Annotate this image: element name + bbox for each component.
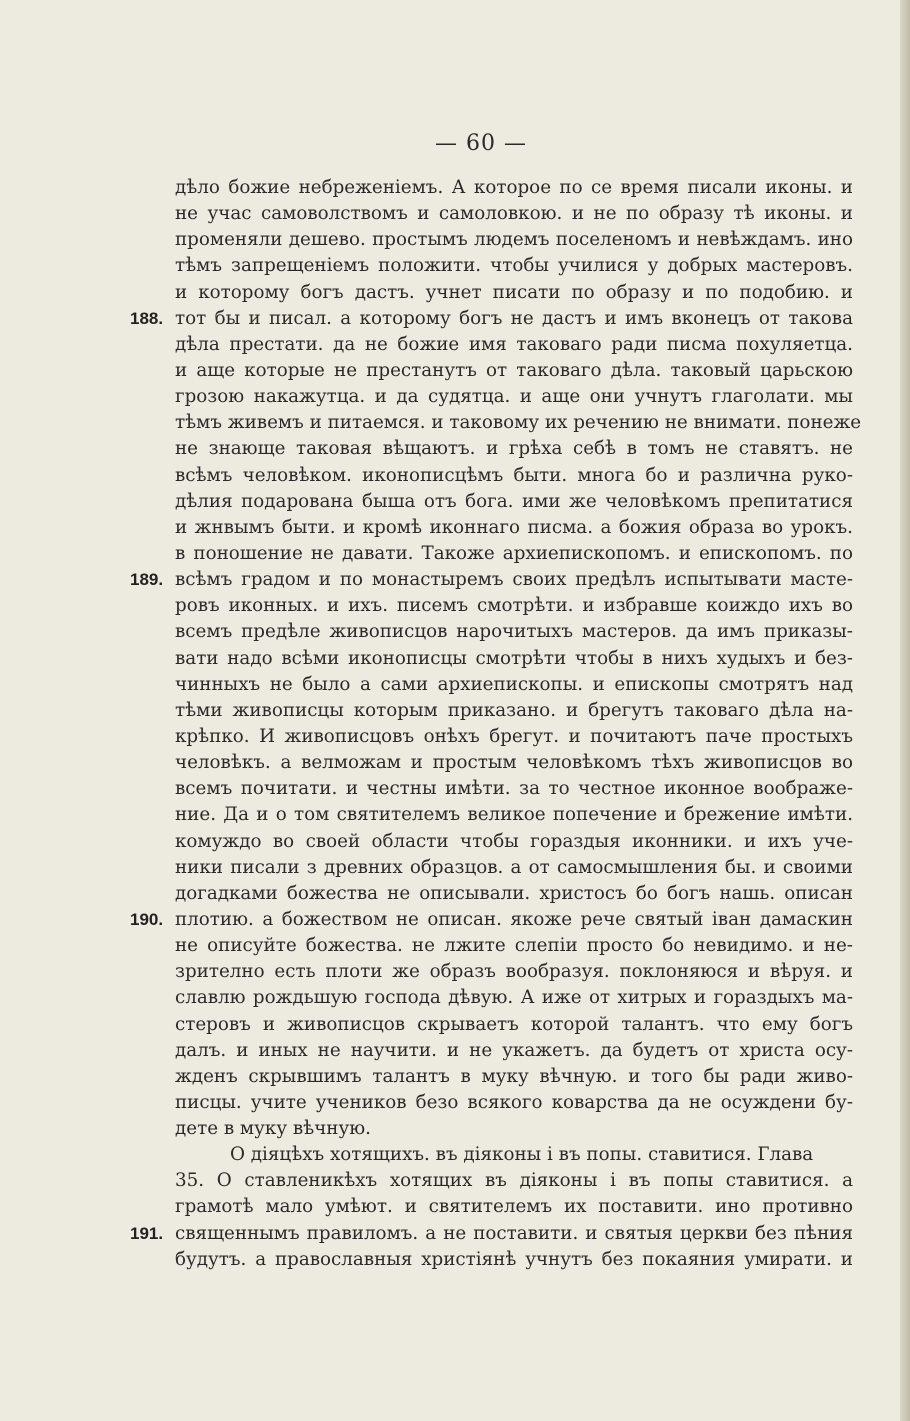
body-text — [130, 175, 862, 1273]
text-line — [175, 384, 853, 410]
line-text: жденъ скрывшимъ талантъ в муку вѣчную. и того бы ради живо- — [175, 1065, 853, 1087]
text-line — [175, 436, 853, 462]
text-line — [175, 1247, 853, 1273]
text-line — [175, 855, 853, 881]
text-line — [175, 358, 853, 384]
paragraph-number: 189. — [130, 570, 164, 590]
text-line — [175, 933, 853, 959]
line-text: всемъ предѣле живописцов нарочитыхъ мастеров. да имъ приказы- — [175, 621, 853, 643]
text-line — [175, 253, 853, 279]
line-text: человѣкъ. а велможам и простым человѣкомъ тѣхъ живописцов во — [175, 752, 853, 774]
line-text: в поношение не давати. Такоже архиепископомъ. и епископомъ. по — [175, 542, 853, 564]
text-line — [175, 1012, 853, 1038]
line-text: всѣмъ человѣком. иконописцѣмъ быти. многа бо и различна руко- — [175, 464, 853, 486]
line-text: и аще которые не престанутъ от таковаго дѣла. таковый царьскою — [175, 359, 853, 381]
line-text: дѣло божие небреженіемъ. А которое по се время писали иконы. и — [175, 177, 853, 198]
line-text: тѣмъ живемъ и питаемся. и таковому их речению не внимати. понеже — [175, 412, 862, 434]
text-line — [175, 1038, 853, 1064]
paragraph-number: 191. — [130, 1223, 164, 1243]
line-text: ровъ иконных. и ихъ. писемъ смотрѣти. и избравше коиждо ихъ во — [175, 595, 853, 617]
text-line — [175, 541, 853, 567]
text-line — [175, 1090, 853, 1116]
line-text: плотию. а божеством не описан. якоже рече святый іван дамаскин — [175, 908, 853, 930]
line-text: чинныхъ не было а сами архиепископы. и епископы смотрятъ над — [175, 673, 853, 695]
text-line — [130, 1221, 853, 1247]
line-text: и жнвымъ быти. и кромѣ иконнаго писма. а божия образа во урокъ. — [175, 516, 853, 538]
line-text: писцы. учите учеников безо всякого коварства да не осуждени бу- — [175, 1091, 853, 1113]
text-line — [175, 672, 853, 698]
line-text: вати надо всѣми иконописцы смотрѣти чтобы в нихъ худыхъ и без- — [175, 647, 853, 669]
line-text: не учас самоволствомъ и самоловкою. и не по образу тѣ иконы. и — [175, 203, 853, 225]
text-line — [175, 227, 853, 253]
line-text: ники писали з древних образцов. а от самосмышления бы. и своими — [175, 856, 853, 878]
text-line — [175, 593, 853, 619]
page-edge — [900, 0, 910, 1421]
line-text: будутъ. а православныя христіянѣ учнутъ без покаяния умирати. и — [175, 1248, 853, 1270]
line-text: и которому богъ дастъ. учнет писати по образу и по подобию. и — [175, 281, 853, 303]
line-text: дете в муку вѣчную. — [175, 1118, 371, 1140]
text-line — [175, 1142, 853, 1168]
text-line — [175, 881, 853, 907]
paragraph-number: 188. — [130, 308, 164, 328]
text-line — [175, 646, 853, 672]
line-text: променяли дешево. простымъ людемъ поселеномъ и невѣждамъ. ино — [175, 229, 853, 251]
text-line — [175, 829, 853, 855]
text-line — [130, 567, 853, 593]
line-text: тѣмъ запрещеніемъ положити. чтобы училися у добрых мастеровъ. — [175, 255, 853, 277]
text-line — [175, 1116, 853, 1142]
line-text: крѣпко. И живописцовъ онѣхъ брегут. и почитаютъ паче простыхъ — [175, 725, 853, 747]
text-line — [175, 802, 853, 828]
line-text: далъ. и иных не научити. и не укажетъ. да будетъ от христа осу- — [175, 1039, 853, 1061]
line-text: догадками божества не описывали. христосъ бо богъ нашь. описан — [175, 882, 853, 904]
paragraph-number: 190. — [130, 909, 164, 929]
text-line — [175, 489, 853, 515]
line-text: священнымъ правиломъ. а не поставити. и святыя церкви без пѣния — [175, 1222, 853, 1244]
text-line — [175, 776, 853, 802]
text-line — [130, 306, 853, 332]
line-text: зрително есть плоти же образъ вообразуя. поклоняюся и вѣруя. и — [175, 961, 853, 983]
line-text: тѣми живописцы которым приказано. и брегутъ таковаго дѣла на- — [175, 699, 853, 721]
line-text: всѣмъ градом и по монастыремъ своих предѣлъ испытывати масте- — [175, 569, 853, 591]
line-text: всемъ почитати. и честны имѣти. за то честное иконное воображе- — [175, 778, 853, 800]
line-text: ние. Да и о том святителемъ великое попечение и брежение имѣти. — [175, 804, 853, 826]
text-line — [175, 698, 853, 724]
text-line — [175, 463, 853, 489]
text-line — [175, 619, 853, 645]
line-text: дѣла престати. да не божие имя таковаго ради писма похуляетца. — [175, 333, 853, 355]
line-text: славлю рождьшую господа дѣвую. А иже от хитрых и гораздыхъ ма- — [175, 987, 853, 1009]
text-line — [130, 907, 853, 933]
text-line — [175, 175, 853, 201]
line-text: не описуйте божества. не лжите слепіи просто бо невидимо. и не- — [175, 935, 853, 957]
line-text: дѣлия подарована быша отъ бога. ими же человѣкомъ препитатися — [175, 490, 853, 512]
text-line — [175, 515, 853, 541]
page-number: — 60 — — [435, 131, 527, 156]
text-line — [175, 1064, 853, 1090]
text-line — [175, 1168, 853, 1194]
text-line — [175, 332, 853, 358]
text-line — [175, 280, 853, 306]
line-text: О діяцѣхъ хотящихъ. въ діяконы і въ попы. ставитися. Глава — [230, 1144, 814, 1166]
text-line — [175, 724, 853, 750]
text-line — [175, 959, 853, 985]
line-text: грамотѣ мало умѣют. и святителемъ их поставити. ино противно — [175, 1196, 853, 1218]
line-text: комуждо во своей области чтобы гораздыя иконники. и ихъ уче- — [175, 830, 853, 852]
text-line — [175, 201, 853, 227]
text-line — [175, 1194, 853, 1220]
line-text: стеровъ и живописцов скрываетъ которой талантъ. что ему богъ — [175, 1013, 853, 1035]
text-line — [175, 410, 862, 436]
line-text: не знающе таковая вѣщаютъ. и грѣха себѣ в томъ не ставятъ. не — [175, 438, 853, 460]
text-line — [175, 750, 853, 776]
line-text: грозою накажутца. и да судятца. и аще они учнутъ глаголати. мы — [175, 386, 853, 408]
line-text: тот бы и писал. а которому богъ не дастъ и имъ вконецъ от такова — [175, 307, 853, 329]
line-text: 35. О ставленикѣхъ хотящих въ діяконы і въ попы ставитися. а — [175, 1170, 853, 1192]
text-line — [175, 985, 853, 1011]
